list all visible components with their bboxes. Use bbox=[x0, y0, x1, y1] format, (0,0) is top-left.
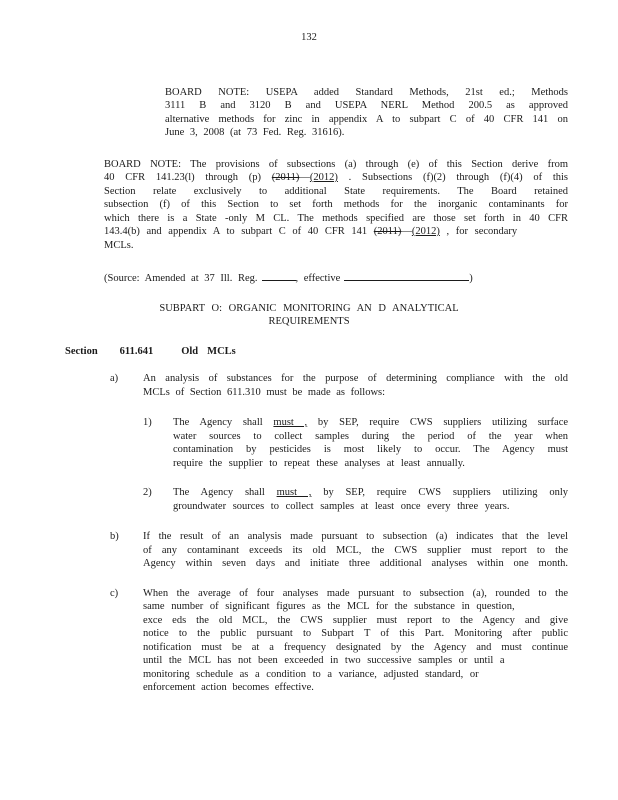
subsection-text bbox=[143, 530, 568, 571]
subsection-label: a) bbox=[110, 373, 119, 384]
subpart-heading-line1: SUBPART O: ORGANIC MONITORING AN D ANALYTICAL bbox=[159, 302, 459, 314]
text-line: June 3, 2008 (at 73 Fed. Reg. 31616). bbox=[165, 127, 345, 138]
section-title-mcls: MCLs bbox=[207, 345, 236, 357]
text-line: MCLs. bbox=[104, 239, 134, 251]
text-line: When the average of four analyses made pursuant to subsection (a), rounded to the bbox=[143, 587, 568, 599]
source-line bbox=[104, 271, 568, 286]
inserted-text: must , bbox=[276, 487, 312, 498]
subsection-label: b) bbox=[110, 531, 119, 542]
inserted-text: (2012) bbox=[309, 172, 338, 183]
text-fragment: by SEP, require CWS suppliers utilizing surface bbox=[307, 417, 569, 428]
text-line bbox=[104, 171, 568, 185]
text-line: until the MCL has not been exceeded in two successive samples or until a bbox=[143, 655, 505, 666]
source-prefix: (Source: Amended at 37 Ill. Reg. bbox=[104, 273, 258, 284]
board-note-provisions bbox=[104, 158, 568, 253]
subsection-text bbox=[143, 587, 568, 695]
text-line: contamination by pesticides is most likely to occur. The Agency must bbox=[173, 444, 568, 455]
comma: , bbox=[295, 273, 299, 284]
text-line: monitoring schedule as a condition to a variance, adjusted standard, or bbox=[143, 668, 479, 680]
text-line: BOARD NOTE: The provisions of subsections (a) through (e) of this Section derive from bbox=[104, 158, 568, 170]
inserted-text: must , bbox=[273, 417, 308, 428]
text-line bbox=[173, 486, 568, 500]
text-line: water sources to collect samples during the period of the year when bbox=[173, 430, 568, 442]
paragraph-a1 bbox=[143, 416, 618, 470]
text-fragment: by SEP, require CWS suppliers utilizing only bbox=[311, 487, 568, 498]
subsection-text bbox=[143, 372, 568, 399]
text-line: which there is a State -only M CL. The methods specified are those set forth in 40 CFR bbox=[104, 212, 568, 224]
page-number: 132 bbox=[301, 32, 317, 43]
text-line: 3111 B and 3120 B and USEPA NERL Method 200.5 as approved bbox=[165, 100, 568, 111]
board-note-usepa bbox=[165, 86, 568, 140]
text-line bbox=[173, 416, 568, 430]
text-line: BOARD NOTE: USEPA added Standard Methods, 21st ed.; Methods bbox=[165, 86, 568, 98]
text-fragment: , for secondary bbox=[439, 226, 518, 237]
text-line: notice to the public pursuant to Subpart T of this Part. Monitoring after public bbox=[143, 628, 568, 639]
text-fragment: The Agency shall bbox=[173, 487, 277, 498]
text-line: require the supplier to repeat these analyses at least annually. bbox=[173, 457, 465, 469]
text-fragment: . Subsections (f)(2) through (f)(4) of this bbox=[337, 172, 568, 183]
subsection-c bbox=[110, 587, 618, 695]
text-line: enforcement action becomes effective. bbox=[143, 682, 314, 693]
paragraph-text bbox=[173, 486, 568, 513]
paragraph-text bbox=[173, 416, 568, 470]
text-line: subsection (f) of this Section to set forth methods for the inorganic contaminants for bbox=[104, 199, 568, 210]
text-line: Agency within seven days and initiate three additional analyses within one month. bbox=[143, 558, 568, 569]
deleted-text: (2011) bbox=[271, 172, 300, 183]
text-line: Section relate exclusively to additional State requirements. The Board retained bbox=[104, 185, 568, 197]
text-line: exce eds the old MCL, the CWS supplier must report to the Agency and give bbox=[143, 614, 568, 626]
paragraph-a2 bbox=[143, 486, 618, 513]
effective-label: effective bbox=[303, 273, 341, 284]
subsection-b bbox=[110, 530, 618, 571]
subsection-label: c) bbox=[110, 587, 119, 599]
text-line: notification must be at a frequency designated by the Agency and must continue bbox=[143, 641, 568, 653]
text-line: same number of significant figures as the MCL for the substance in question, bbox=[143, 601, 515, 612]
text-line: groundwater sources to collect samples at least once every three years. bbox=[173, 500, 510, 512]
section-heading bbox=[65, 345, 618, 359]
paragraph-label: 1) bbox=[143, 417, 152, 428]
dash: — bbox=[299, 172, 310, 183]
paragraph-label: 2) bbox=[143, 487, 152, 498]
text-line: alternative methods for zinc in appendix A to subpart C of 40 CFR 141 on bbox=[165, 113, 568, 125]
blank-line bbox=[262, 271, 296, 281]
text-fragment: 143.4(b) and appendix A to subpart C of 40 CFR 141 bbox=[104, 226, 374, 237]
text-line: of any contaminant exceeds its old MCL, the CWS supplier must report to the bbox=[143, 544, 568, 556]
text-fragment: 40 CFR 141.23(l) through (p) bbox=[104, 172, 272, 183]
close-paren: ) bbox=[469, 273, 473, 284]
deleted-text: (2011) bbox=[373, 226, 402, 237]
text-line bbox=[104, 225, 568, 239]
blank-line bbox=[344, 271, 469, 281]
text-line: MCLs of Section 611.310 must be made as follows: bbox=[143, 386, 386, 398]
section-title-old: Old bbox=[181, 345, 199, 357]
text-line: If the result of an analysis made pursuant to subsection (a) indicates that the level bbox=[143, 531, 568, 542]
subpart-heading bbox=[0, 302, 618, 329]
section-number: 611.641 bbox=[119, 345, 154, 357]
text-fragment: The Agency shall bbox=[173, 417, 274, 428]
inserted-text: (2012) bbox=[411, 226, 440, 237]
section-word: Section bbox=[65, 345, 98, 357]
text-line: An analysis of substances for the purpose of determining compliance with the old bbox=[143, 373, 568, 384]
dash: — bbox=[401, 226, 412, 237]
subpart-heading-line2: REQUIREMENTS bbox=[268, 316, 350, 327]
subsection-a bbox=[110, 372, 618, 399]
